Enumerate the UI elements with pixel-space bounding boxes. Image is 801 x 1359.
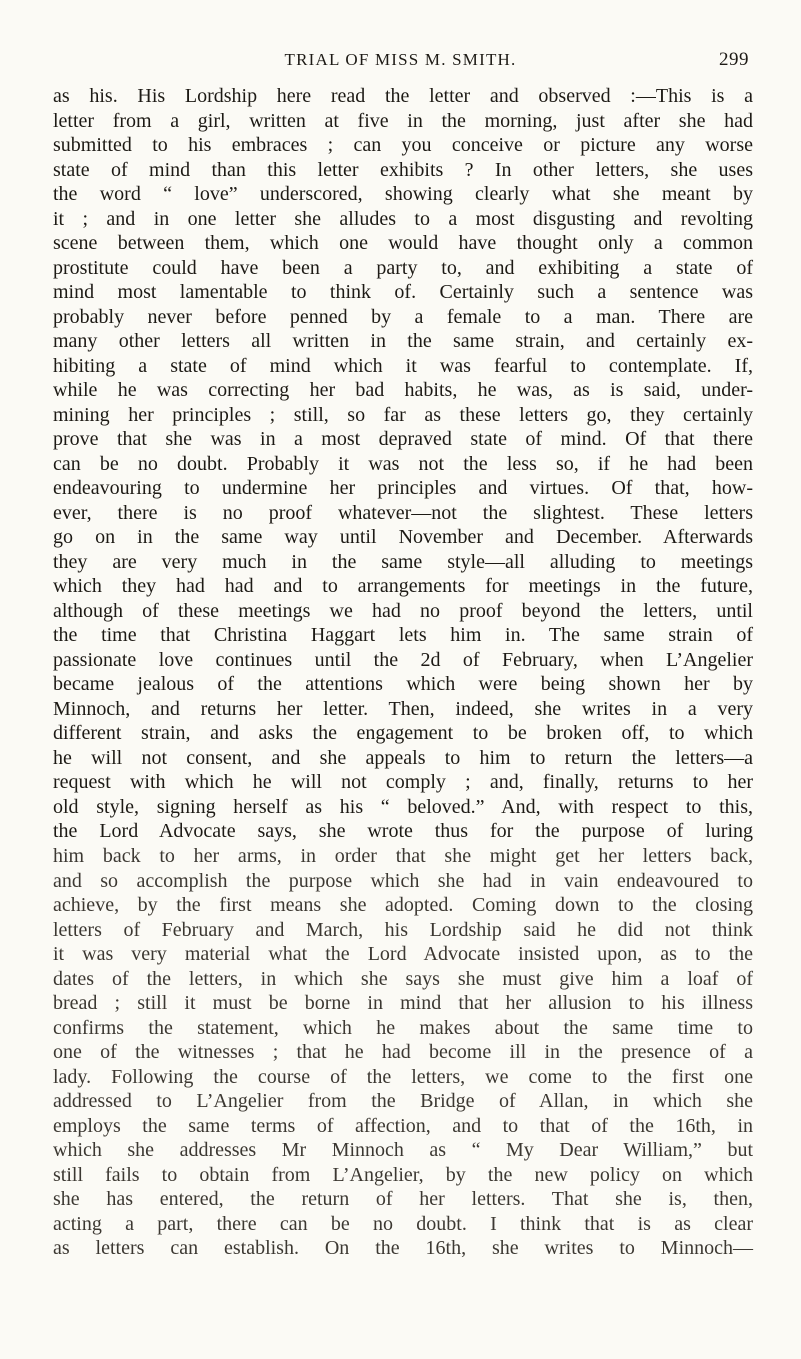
text-line: still fails to obtain from L’Angelier, by the new policy on which (53, 1163, 753, 1186)
text-line: bread ; still it must be borne in mind that her allusion to his illness (53, 992, 753, 1015)
text-line: probably never before penned by a female to a man. There are (53, 305, 753, 328)
text-line: addressed to L’Angelier from the Bridge of Allan, in which she (53, 1090, 753, 1113)
text-line: prostitute could have been a party to, and exhibiting a state of (53, 256, 753, 279)
text-line: dates of the letters, in which she says she must give him a loaf of (53, 967, 753, 990)
text-line: became jealous of the attentions which were being shown her by (53, 673, 753, 696)
text-line: acting a part, there can be no doubt. I think that is as clear (53, 1212, 753, 1235)
text-line: scene between them, which one would have thought only a common (53, 232, 753, 255)
text-line: ever, there is no proof whatever—not the slightest. These letters (53, 501, 753, 524)
text-line: mind most lamentable to think of. Certainly such a sentence was (53, 281, 753, 304)
text-line: passionate love continues until the 2d of February, when L’Angelier (53, 648, 753, 671)
text-line: confirms the statement, which he makes about the same time to (53, 1016, 753, 1039)
text-line: endeavouring to undermine her principles and virtues. Of that, how- (53, 477, 753, 500)
text-line: he will not consent, and she appeals to him to return the letters—a (53, 746, 753, 769)
text-line: although of these meetings we had no proof beyond the letters, until (53, 599, 753, 622)
text-line: which they had had and to arrangements for meetings in the future, (53, 575, 753, 598)
text-line: many other letters all written in the same strain, and certainly ex- (53, 330, 753, 353)
text-line: as letters can establish. On the 16th, she writes to Minnoch— (53, 1237, 753, 1260)
text-line: old style, signing herself as his “ beloved.” And, with respect to this, (53, 795, 753, 818)
text-line: letters of February and March, his Lordship said he did not think (53, 918, 753, 941)
text-line: prove that she was in a most depraved state of mind. Of that there (53, 428, 753, 451)
text-line: it was very material what the Lord Advocate insisted upon, as to the (53, 943, 753, 966)
text-line: the time that Christina Haggart lets him in. The same strain of (53, 624, 753, 647)
text-line: she has entered, the return of her letters. That she is, then, (53, 1188, 753, 1211)
text-line: request with which he will not comply ; and, finally, returns to her (53, 771, 753, 794)
page-number: 299 (719, 49, 749, 70)
text-line: as his. His Lordship here read the letter and observed :—This is a (53, 85, 753, 107)
text-line: mining her principles ; still, so far as these letters go, they certainly (53, 403, 753, 426)
text-line: lady. Following the course of the letters, we come to the first one (53, 1065, 753, 1088)
text-line: which she addresses Mr Minnoch as “ My Dear William,” but (53, 1139, 753, 1162)
text-line: go on in the same way until November and December. Afterwards (53, 526, 753, 549)
text-line: one of the witnesses ; that he had become ill in the presence of a (53, 1041, 753, 1064)
running-head (0, 0, 801, 70)
text-line: it ; and in one letter she alludes to a most disgusting and revolting (53, 207, 753, 230)
text-line: achieve, by the first means she adopted. Coming down to the closing (53, 894, 753, 917)
text-line: employs the same terms of affection, and to that of the 16th, in (53, 1114, 753, 1137)
body-text (53, 84, 753, 1261)
text-line: the Lord Advocate says, she wrote thus for the purpose of luring (53, 820, 753, 843)
text-line: and so accomplish the purpose which she had in vain endeavoured to (53, 869, 753, 892)
text-line: hibiting a state of mind which it was fearful to contemplate. If, (53, 354, 753, 377)
text-line: him back to her arms, in order that she might get her letters back, (53, 844, 753, 867)
text-line: different strain, and asks the engagement to be broken off, to which (53, 722, 753, 745)
text-line: state of mind than this letter exhibits ? In other letters, she uses (53, 158, 753, 181)
text-line: they are very much in the same style—all alluding to meetings (53, 550, 753, 573)
running-head-title: TRIAL OF MISS M. SMITH. (284, 50, 517, 69)
text-line: while he was correcting her bad habits, he was, as is said, under- (53, 379, 753, 402)
text-line: Minnoch, and returns her letter. Then, indeed, she writes in a very (53, 697, 753, 720)
text-line: can be no doubt. Probably it was not the less so, if he had been (53, 452, 753, 475)
text-line: submitted to his embraces ; can you conceive or picture any worse (53, 134, 753, 157)
text-line: the word “ love” underscored, showing clearly what she meant by (53, 183, 753, 206)
text-line: letter from a girl, written at five in the morning, just after she had (53, 109, 753, 132)
